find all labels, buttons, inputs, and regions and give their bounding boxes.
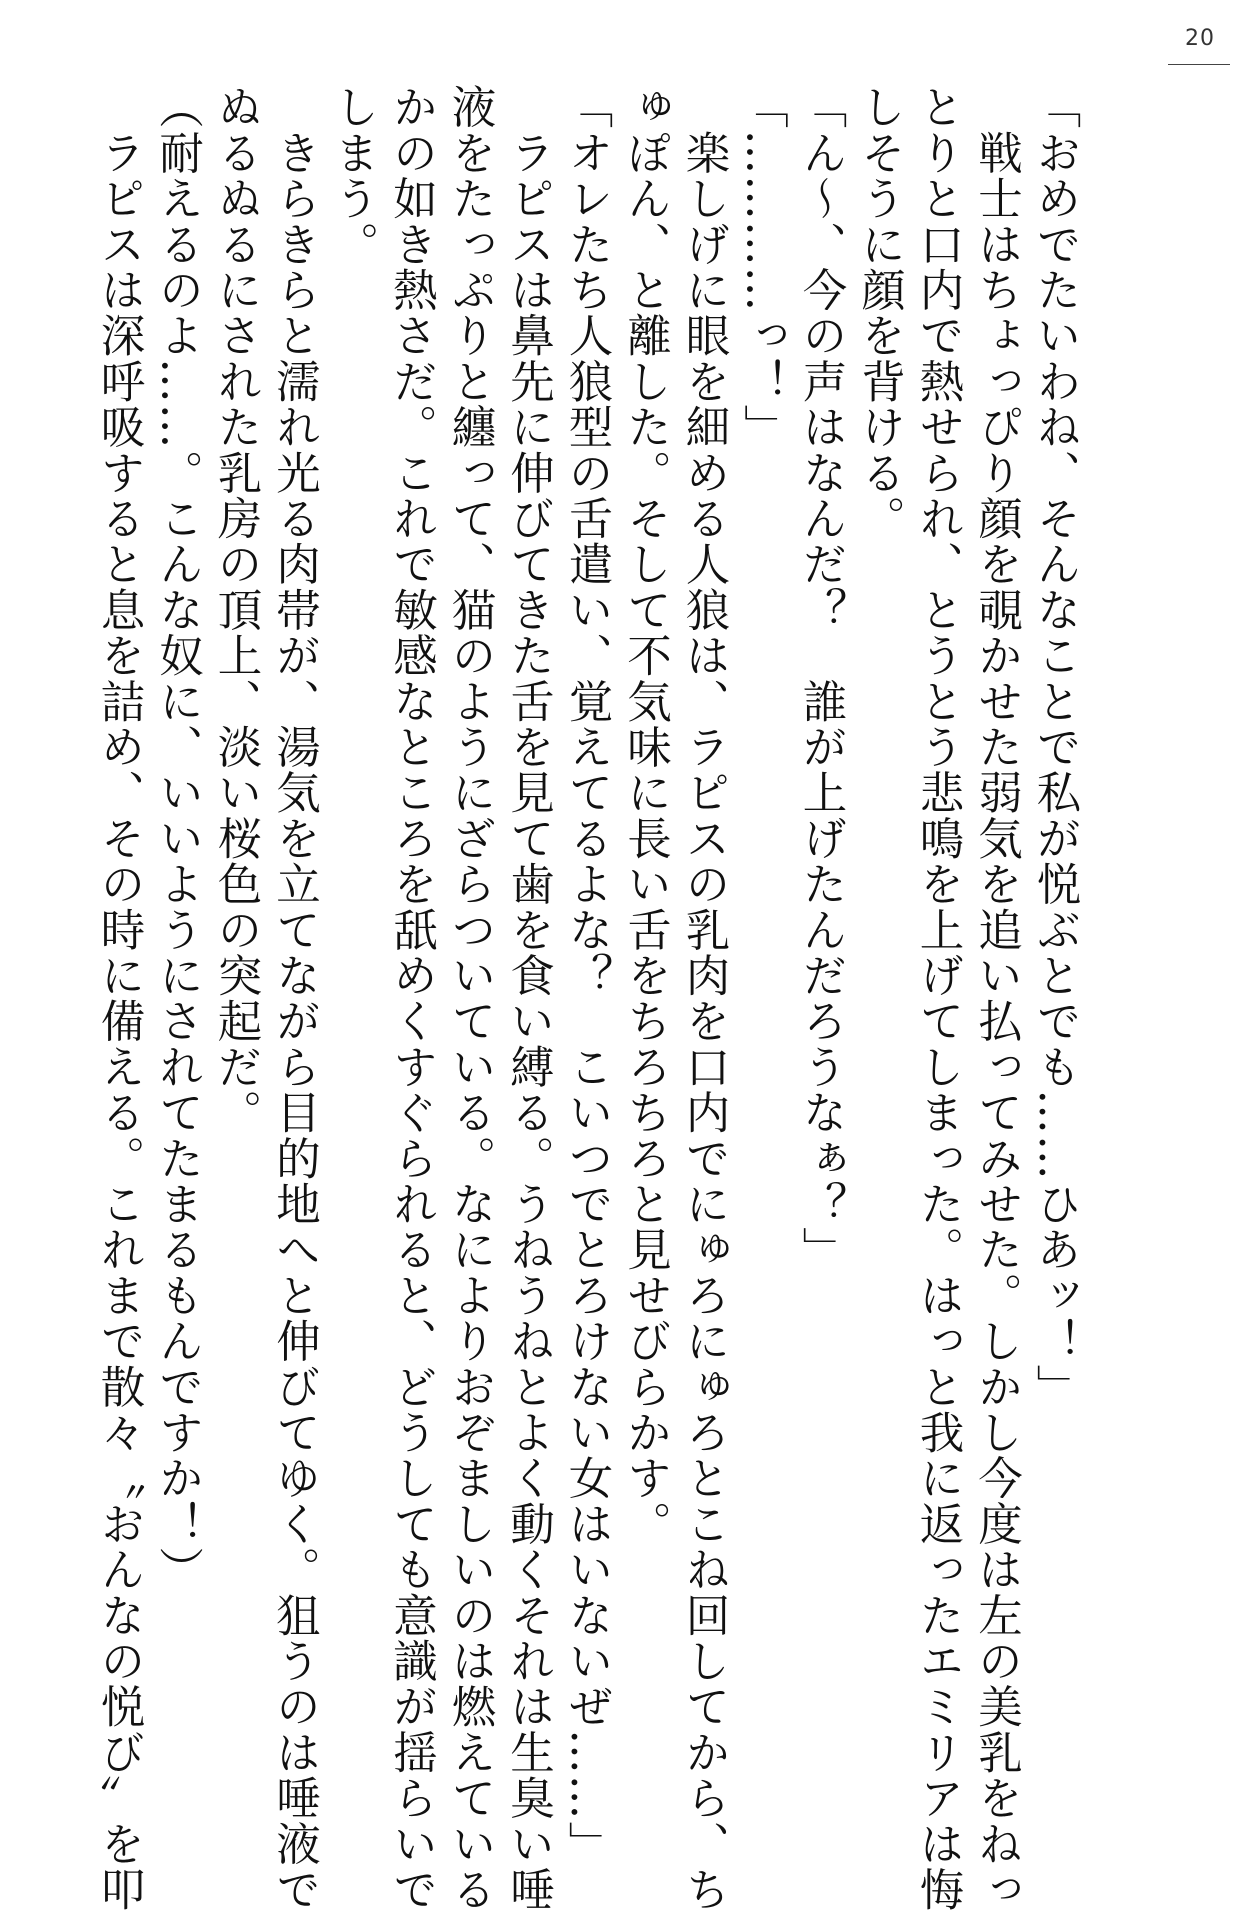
text-line: 楽しげに眼を細める人狼は、ラピスの乳肉を口内でにゅろにゅろとこね回してから、ち [678,84,729,1912]
text-line: ラピスは深呼吸すると息を詰め、その時に備える。これまで散々〝おんなの悦び〟を叩 [93,84,144,1912]
text-line: ゅぽん、と離した。そして不気味に長い舌をちろちろと見せびらかす。 [619,84,671,1547]
text-line: ラピスは鼻先に伸びてきた舌を見て歯を食い縛る。うねうねとよく動くそれは生臭い唾 [502,84,554,1912]
text-line: しまう。 [327,84,378,267]
text-line: きらきらと濡れ光る肉帯が、湯気を立てながら目的地へと伸びてゆく。狙うのは唾液で [268,84,320,1912]
text-line: しそうに顔を背ける。 [853,84,905,541]
text-line: 「おめでたいわね、そんなことで私が悦ぶとでも……ひあッ！」 [1029,84,1080,1410]
text-line: 「オレたち人狼型の舌遣い、覚えてるよな？ こいつでとろけない女はいないぜ……」 [561,84,612,1867]
page-number: 20 [1185,26,1215,51]
text-line: とりと口内で熱せられ、とうとう悲鳴を上げてしまった。はっと我に返ったエミリアは悔 [912,84,963,1912]
text-line: ぬるぬるにされた乳房の頂上、淡い桜色の突起だ。 [210,84,261,1136]
text-line: かの如き熱さだ。これで敏感なところを舐めくすぐられると、どうしても意識が揺らいで [385,84,437,1912]
text-line: 「…………っ！」 [736,84,788,450]
text-line: （耐えるのよ……。こんな奴に、いいようにされてたまるもんですか！） [151,84,203,1593]
text-line: 「ん～、今の声はなんだ？ 誰が上げたんだろうなぁ？」 [795,84,846,1273]
page-number-rule [1168,64,1230,65]
text-line: 液をたっぷりと纏って、猫のようにざらついている。なによりおぞましいのは燃えている [444,84,495,1912]
text-line: 戦士はちょっぴり顔を覗かせた弱気を追い払ってみせた。しかし今度は左の美乳をねっ [970,84,1022,1912]
novel-text-body [89,84,1084,1912]
